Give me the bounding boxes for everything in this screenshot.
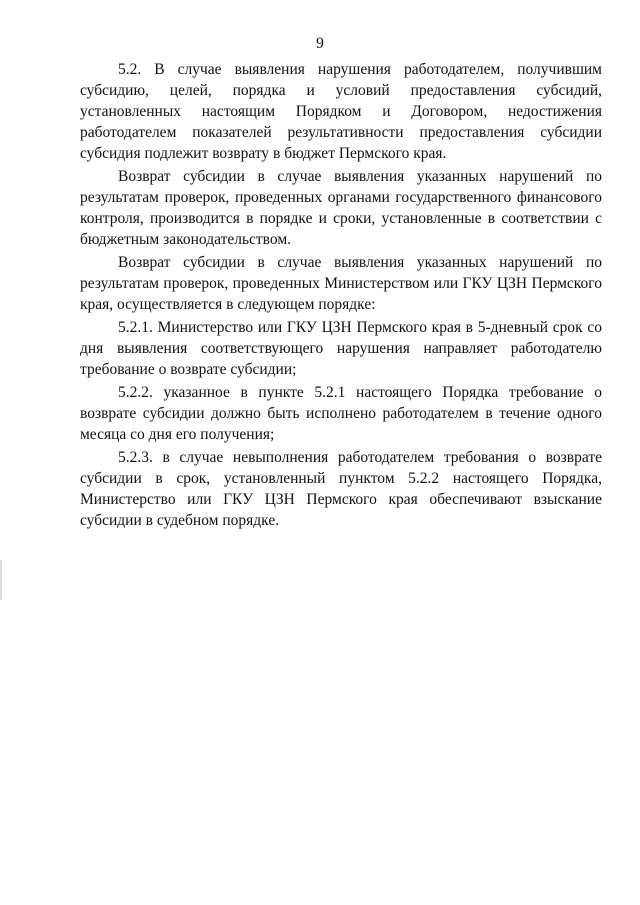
paragraph-5-2-2: 5.2.2. указанное в пункте 5.2.1 настоящего Порядка требование о возврате субсидии должно быть исполнено работодателем в течение одного месяца со дня его получения; (80, 384, 602, 443)
paragraph-5-2-1: 5.2.1. Министерство или ГКУ ЦЗН Пермского края в 5-дневный срок со дня выявления соответствующего нарушения направляет работодателю требование о возврате субсидии; (80, 319, 602, 378)
document-body (80, 59, 602, 533)
paragraph-5-2-3: 5.2.3. в случае невыполнения работодателем требования о возврате субсидии в срок, установленный пунктом 5.2.2 настоящего Порядка, Министерство или ГКУ ЦЗН Пермского края обеспечивают взыскание субсидии в судебном порядке. (80, 449, 602, 529)
paragraph-return-ministry: Возврат субсидии в случае выявления указанных нарушений по результатам проверок, проведенных Министерством или ГКУ ЦЗН Пермского края, осуществляется в следующем порядке: (80, 254, 602, 313)
paragraph-return-financial-control: Возврат субсидии в случае выявления указанных нарушений по результатам проверок, проведенных органами государственного финансового контроля, производится в порядке и сроки, установленные в соответствии с бюджетным законодательством. (80, 168, 602, 248)
paragraph-5-2: 5.2. В случае выявления нарушения работодателем, получившим субсидию, целей, порядка и условий предоставления субсидий, установленных настоящим Порядком и Договором, недостижения работодателем показателей результативности предоставления субсидии субсидия подлежит возврату в бюджет Пермского края. (80, 61, 602, 162)
page-number: 9 (316, 35, 324, 52)
scan-edge-mark (0, 560, 2, 600)
